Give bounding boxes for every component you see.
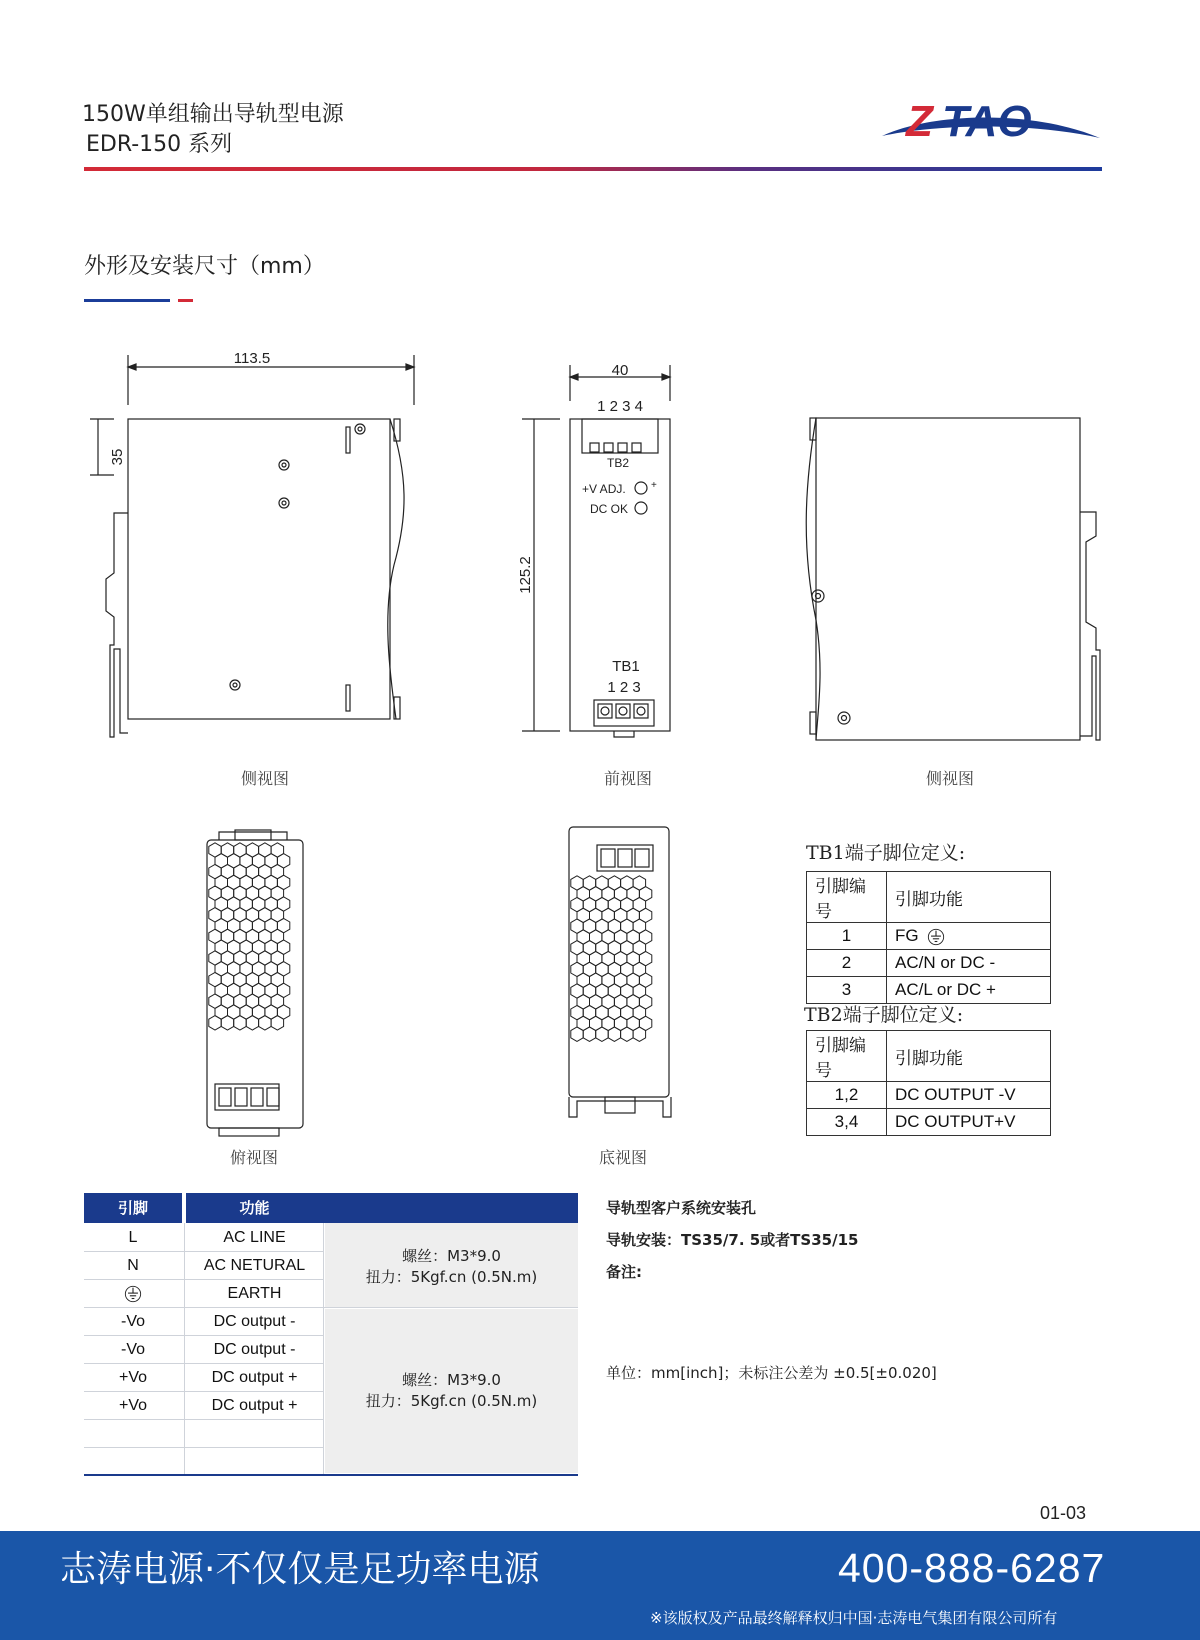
mount-spec-group-2: [325, 1309, 578, 1473]
svg-text:TAO: TAO: [942, 97, 1032, 146]
bottom-view-drawing: [565, 825, 685, 1130]
vent-hole: [234, 1016, 247, 1030]
section-underline-red: [178, 299, 193, 302]
tb1-pin-table: [806, 871, 1051, 1004]
vent-hex-grid: [209, 843, 290, 1030]
pin-cell: N: [127, 1257, 139, 1274]
pin-function-text: FG: [895, 926, 919, 945]
row-divider: [84, 1251, 323, 1252]
header-pin: 引脚: [84, 1193, 182, 1223]
vadj-label: +V ADJ.: [582, 482, 626, 496]
ztao-logo: [878, 92, 1104, 152]
dim-width-front: 40: [611, 362, 629, 379]
pin-cell: +Vo: [118, 1397, 148, 1414]
tb2-pin-table: [806, 1030, 1051, 1136]
note-install-hole: 导轨型客户系统安装孔: [606, 1199, 757, 1217]
caption-side-left: 侧视图: [240, 769, 289, 788]
tb2-title: TB2端子脚位定义:: [804, 1004, 964, 1026]
tb2-label: TB2: [606, 456, 630, 470]
vent-hole: [571, 1027, 583, 1041]
function-cell: AC LINE: [223, 1229, 286, 1246]
table-row: [807, 923, 1051, 950]
pin-function: AC/N or DC -: [887, 950, 1051, 977]
function-cell: EARTH: [227, 1285, 282, 1302]
dim-width-side: 113.5: [233, 350, 271, 367]
screw-spec: 螺丝：M3*9.0: [402, 1247, 501, 1265]
caption-bottom: 底视图: [598, 1148, 647, 1167]
torque-spec: 扭力：5Kgf.cn (0.5N.m): [365, 1268, 538, 1286]
note-unit: 单位：mm[inch]；未标注公差为 ±0.5[±0.020]: [606, 1364, 937, 1382]
note-remark: 备注:: [606, 1263, 642, 1281]
screw-spec: 螺丝：M3*9.0: [402, 1371, 501, 1389]
table-row: [807, 950, 1051, 977]
vadj-plus: +: [651, 480, 657, 491]
row-divider: [84, 1391, 323, 1392]
vent-hole: [246, 1016, 258, 1030]
header-pin-function: 引脚功能: [887, 872, 1051, 923]
header-pin-number: 引脚编号: [807, 1031, 887, 1082]
vent-hole: [596, 1027, 609, 1041]
vent-hole: [271, 1016, 284, 1030]
side-view-left-drawing: [90, 345, 420, 745]
caption-side-right: 侧视图: [925, 769, 974, 788]
header-blank: [323, 1193, 578, 1223]
function-cell: DC output -: [213, 1341, 296, 1358]
pin-number: 1: [807, 923, 887, 950]
dcok-label: DC OK: [590, 502, 629, 516]
function-cell: [186, 1448, 323, 1476]
pin-function: AC/L or DC +: [887, 977, 1051, 1004]
pin-function: [887, 923, 1051, 950]
vent-hole: [583, 1027, 596, 1041]
col-divider: [323, 1223, 324, 1474]
row-divider: [84, 1335, 323, 1336]
function-cell: DC output +: [211, 1397, 298, 1414]
pin-cell: -Vo: [120, 1313, 145, 1330]
header-pin-function: 引脚功能: [887, 1031, 1051, 1082]
pin-cell: [84, 1420, 182, 1448]
footer-slogan: 志涛电源·不仅仅是足功率电源: [60, 1549, 540, 1590]
row-divider: [84, 1419, 323, 1420]
function-cell: DC output +: [211, 1369, 298, 1386]
mount-spec-group-1: [325, 1223, 578, 1307]
row-divider: [84, 1279, 323, 1280]
vent-hole: [221, 1016, 234, 1030]
pin-number: 2: [807, 950, 887, 977]
footer-copyright: ※该版权及产品最终解释权归中国·志涛电气集团有限公司所有: [650, 1609, 1058, 1627]
note-rail-mount: 导轨安装：TS35/7. 5或者TS35/15: [606, 1231, 859, 1249]
pin-cell: [84, 1448, 182, 1476]
dim-offset-side: 35: [109, 448, 126, 466]
col-divider: [184, 1223, 185, 1474]
vent-hole: [621, 1027, 634, 1041]
vent-hex-grid: [571, 876, 652, 1042]
top-view-drawing: [195, 828, 315, 1138]
table-header-row: [807, 872, 1051, 923]
pin-number: 3,4: [807, 1109, 887, 1136]
section-underline-blue: [84, 299, 170, 302]
pin-number: 3: [807, 977, 887, 1004]
section-title: 外形及安装尺寸（mm）: [84, 254, 325, 279]
tb1-pin-numbers: 1 2 3: [607, 679, 641, 696]
header-pin-number: 引脚编号: [807, 872, 887, 923]
function-cell: AC NETURAL: [203, 1257, 306, 1274]
header-function: 功能: [186, 1193, 323, 1223]
vent-hole: [633, 1027, 646, 1041]
row-divider: [84, 1307, 578, 1308]
torque-spec: 扭力：5Kgf.cn (0.5N.m): [365, 1392, 538, 1410]
vent-hole: [209, 1016, 221, 1030]
pin-function: DC OUTPUT+V: [887, 1109, 1051, 1136]
svg-text:Z: Z: [906, 97, 933, 146]
pin-cell: [84, 1280, 182, 1308]
series-name: EDR-150 系列: [86, 132, 233, 157]
footer-phone: 400-888-6287: [838, 1545, 1106, 1591]
pin-cell: -Vo: [120, 1341, 145, 1358]
earth-icon: [927, 928, 945, 946]
caption-top: 俯视图: [229, 1148, 278, 1167]
page-number: 01-03: [1040, 1503, 1087, 1523]
vent-hole: [259, 1016, 272, 1030]
function-table: [84, 1193, 578, 1476]
side-view-right-drawing: [800, 410, 1110, 750]
table-header-row: [807, 1031, 1051, 1082]
pin-number: 1,2: [807, 1082, 887, 1109]
footer-banner: [0, 1531, 1200, 1640]
dim-height-front: 125.2: [517, 556, 534, 594]
document-title: 150W单组输出导轨型电源: [82, 102, 344, 127]
vent-hole: [608, 1027, 620, 1041]
pin-cell: L: [128, 1229, 138, 1246]
pin-cell: +Vo: [118, 1369, 148, 1386]
tb2-pin-numbers: 1 2 3 4: [597, 398, 643, 415]
front-view-drawing: [510, 355, 690, 745]
table-row: [807, 1109, 1051, 1136]
table-row: [807, 1082, 1051, 1109]
tb1-title: TB1端子脚位定义:: [806, 842, 966, 864]
header-divider: [84, 167, 1102, 171]
row-divider: [84, 1363, 323, 1364]
pin-function: DC OUTPUT -V: [887, 1082, 1051, 1109]
earth-icon: [124, 1285, 142, 1303]
caption-front: 前视图: [603, 769, 652, 788]
row-divider: [84, 1447, 323, 1448]
tb1-label: TB1: [612, 658, 640, 675]
function-cell: [186, 1420, 323, 1448]
function-cell: DC output -: [213, 1313, 296, 1330]
table-bottom-rule: [84, 1474, 578, 1476]
